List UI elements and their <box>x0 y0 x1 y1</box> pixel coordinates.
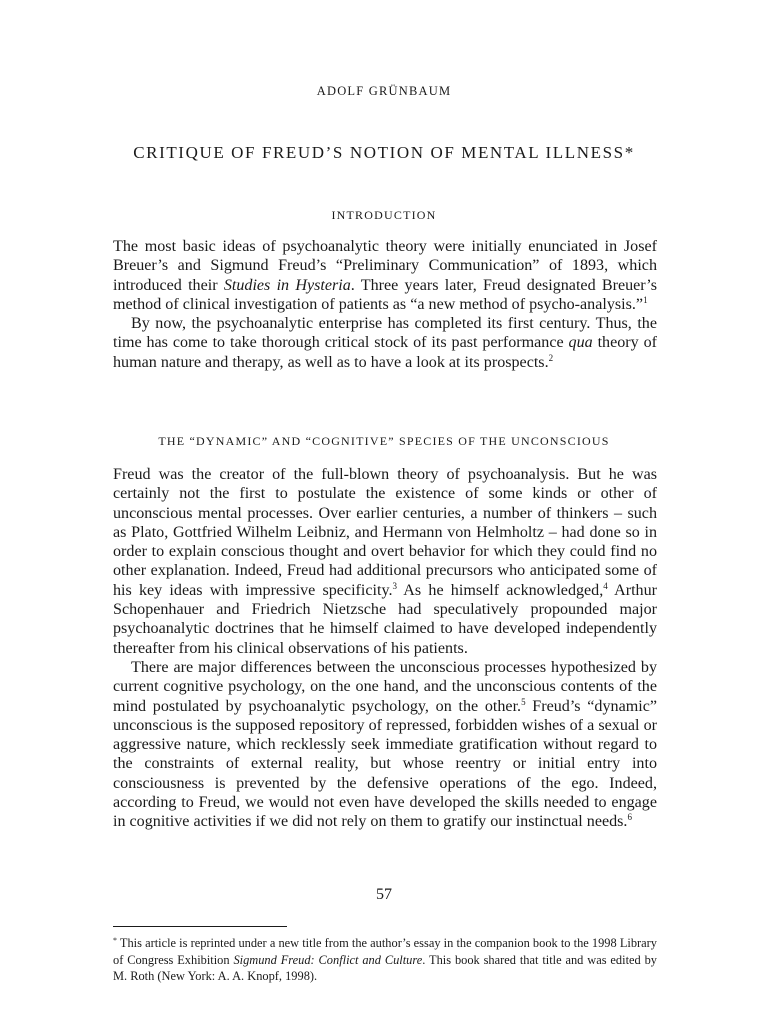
paragraph: Freud was the creator of the full-blown theory of psychoanalysis. But he was certainly not the first to postulate the existence of some kinds or other of unconscious mental processes. Over earlier centuries, a number of thinkers – such as Plato, Gottfried Wilhelm Leibniz, and Hermann von Helmholtz – had done so in order to explain conscious thought and overt behavior for which they could find no other explanation. Indeed, Freud had additional precursors who anticipated some of his key ideas with impressive specificity.$^3$ As he himself acknowledged,$^4$ Arthur Schopenhauer and Friedrich Nietzsche had speculatively propounded major psychoanalytic doctrines that he himself claimed to have developed independently thereafter from his clinical observations of his patients. <box>113 466 657 657</box>
section-body <box>113 465 657 832</box>
footnote-reference: 5 <box>521 696 526 707</box>
introduction-body <box>113 237 657 372</box>
paragraph: The most basic ideas of psychoanalytic theory were initially enunciated in Josef Breuer’s and Sigmund Freud’s “Preliminary Communication” of 1893, which introduced their Studies in Hysteria. Three years later, Freud designated Breuer’s method of clinical investigation of patients as “a new method of psycho-analysis.”$^1$ <box>113 238 657 313</box>
footnote-reference: 1 <box>643 294 648 305</box>
footnote-divider <box>113 926 287 927</box>
section-heading-introduction: INTRODUCTION <box>331 208 437 222</box>
footnote-reference: 2 <box>548 352 554 363</box>
book-title: Sigmund Freud: Conflict and Culture <box>233 952 423 967</box>
section-heading-unconscious: THE “DYNAMIC” AND “COGNITIVE” SPECIES OF THE UNCONSCIOUS <box>158 434 610 448</box>
footnote-mark: * <box>113 936 117 945</box>
book-title: Studies in Hysteria <box>223 276 351 294</box>
running-head-author: ADOLF GRÜNBAUM <box>316 84 452 98</box>
footnote-reference: 3 <box>392 580 397 591</box>
article-title: CRITIQUE OF FREUD’S NOTION OF MENTAL ILLNESS* <box>133 143 635 162</box>
latin-term: qua <box>568 334 593 352</box>
paragraph: There are major differences between the unconscious processes hypothesized by current cognitive psychology, on the one hand, and the unconscious contents of the mind postulated by psychoanalytic psychology, on the other.$^5$ Freud’s “dynamic” unconscious is the supposed repository of repressed, forbidden wishes of a sexual or aggressive nature, which recklessly seek immediate gratification without regard to the constraints of external reality, but whose reentry or initial entry into consciousness is prevented by the defensive operations of the ego. Indeed, according to Freud, we would not even have developed the skills needed to engage in cognitive activities if we did not rely on them to gratify our instinctual needs.$^6$ <box>113 658 657 831</box>
footnote-reference: 6 <box>627 812 632 823</box>
footnote: * This article is reprinted under a new title from the author’s essay in the companion book to the 1998 Library of Congress Exhibition Sigmund Freud: Conflict and Culture. This book shared that title and was edited by M. Roth (New York: A. A. Knopf, 1998). <box>113 936 657 984</box>
paragraph: By now, the psychoanalytic enterprise has completed its first century. Thus, the time has come to take thorough critical stock of its past performance qua theory of human nature and therapy, as well as to have a look at its prospects.$^2$ <box>113 315 657 371</box>
footnote-reference: 4 <box>603 580 608 591</box>
page-number: 57 <box>376 886 392 903</box>
